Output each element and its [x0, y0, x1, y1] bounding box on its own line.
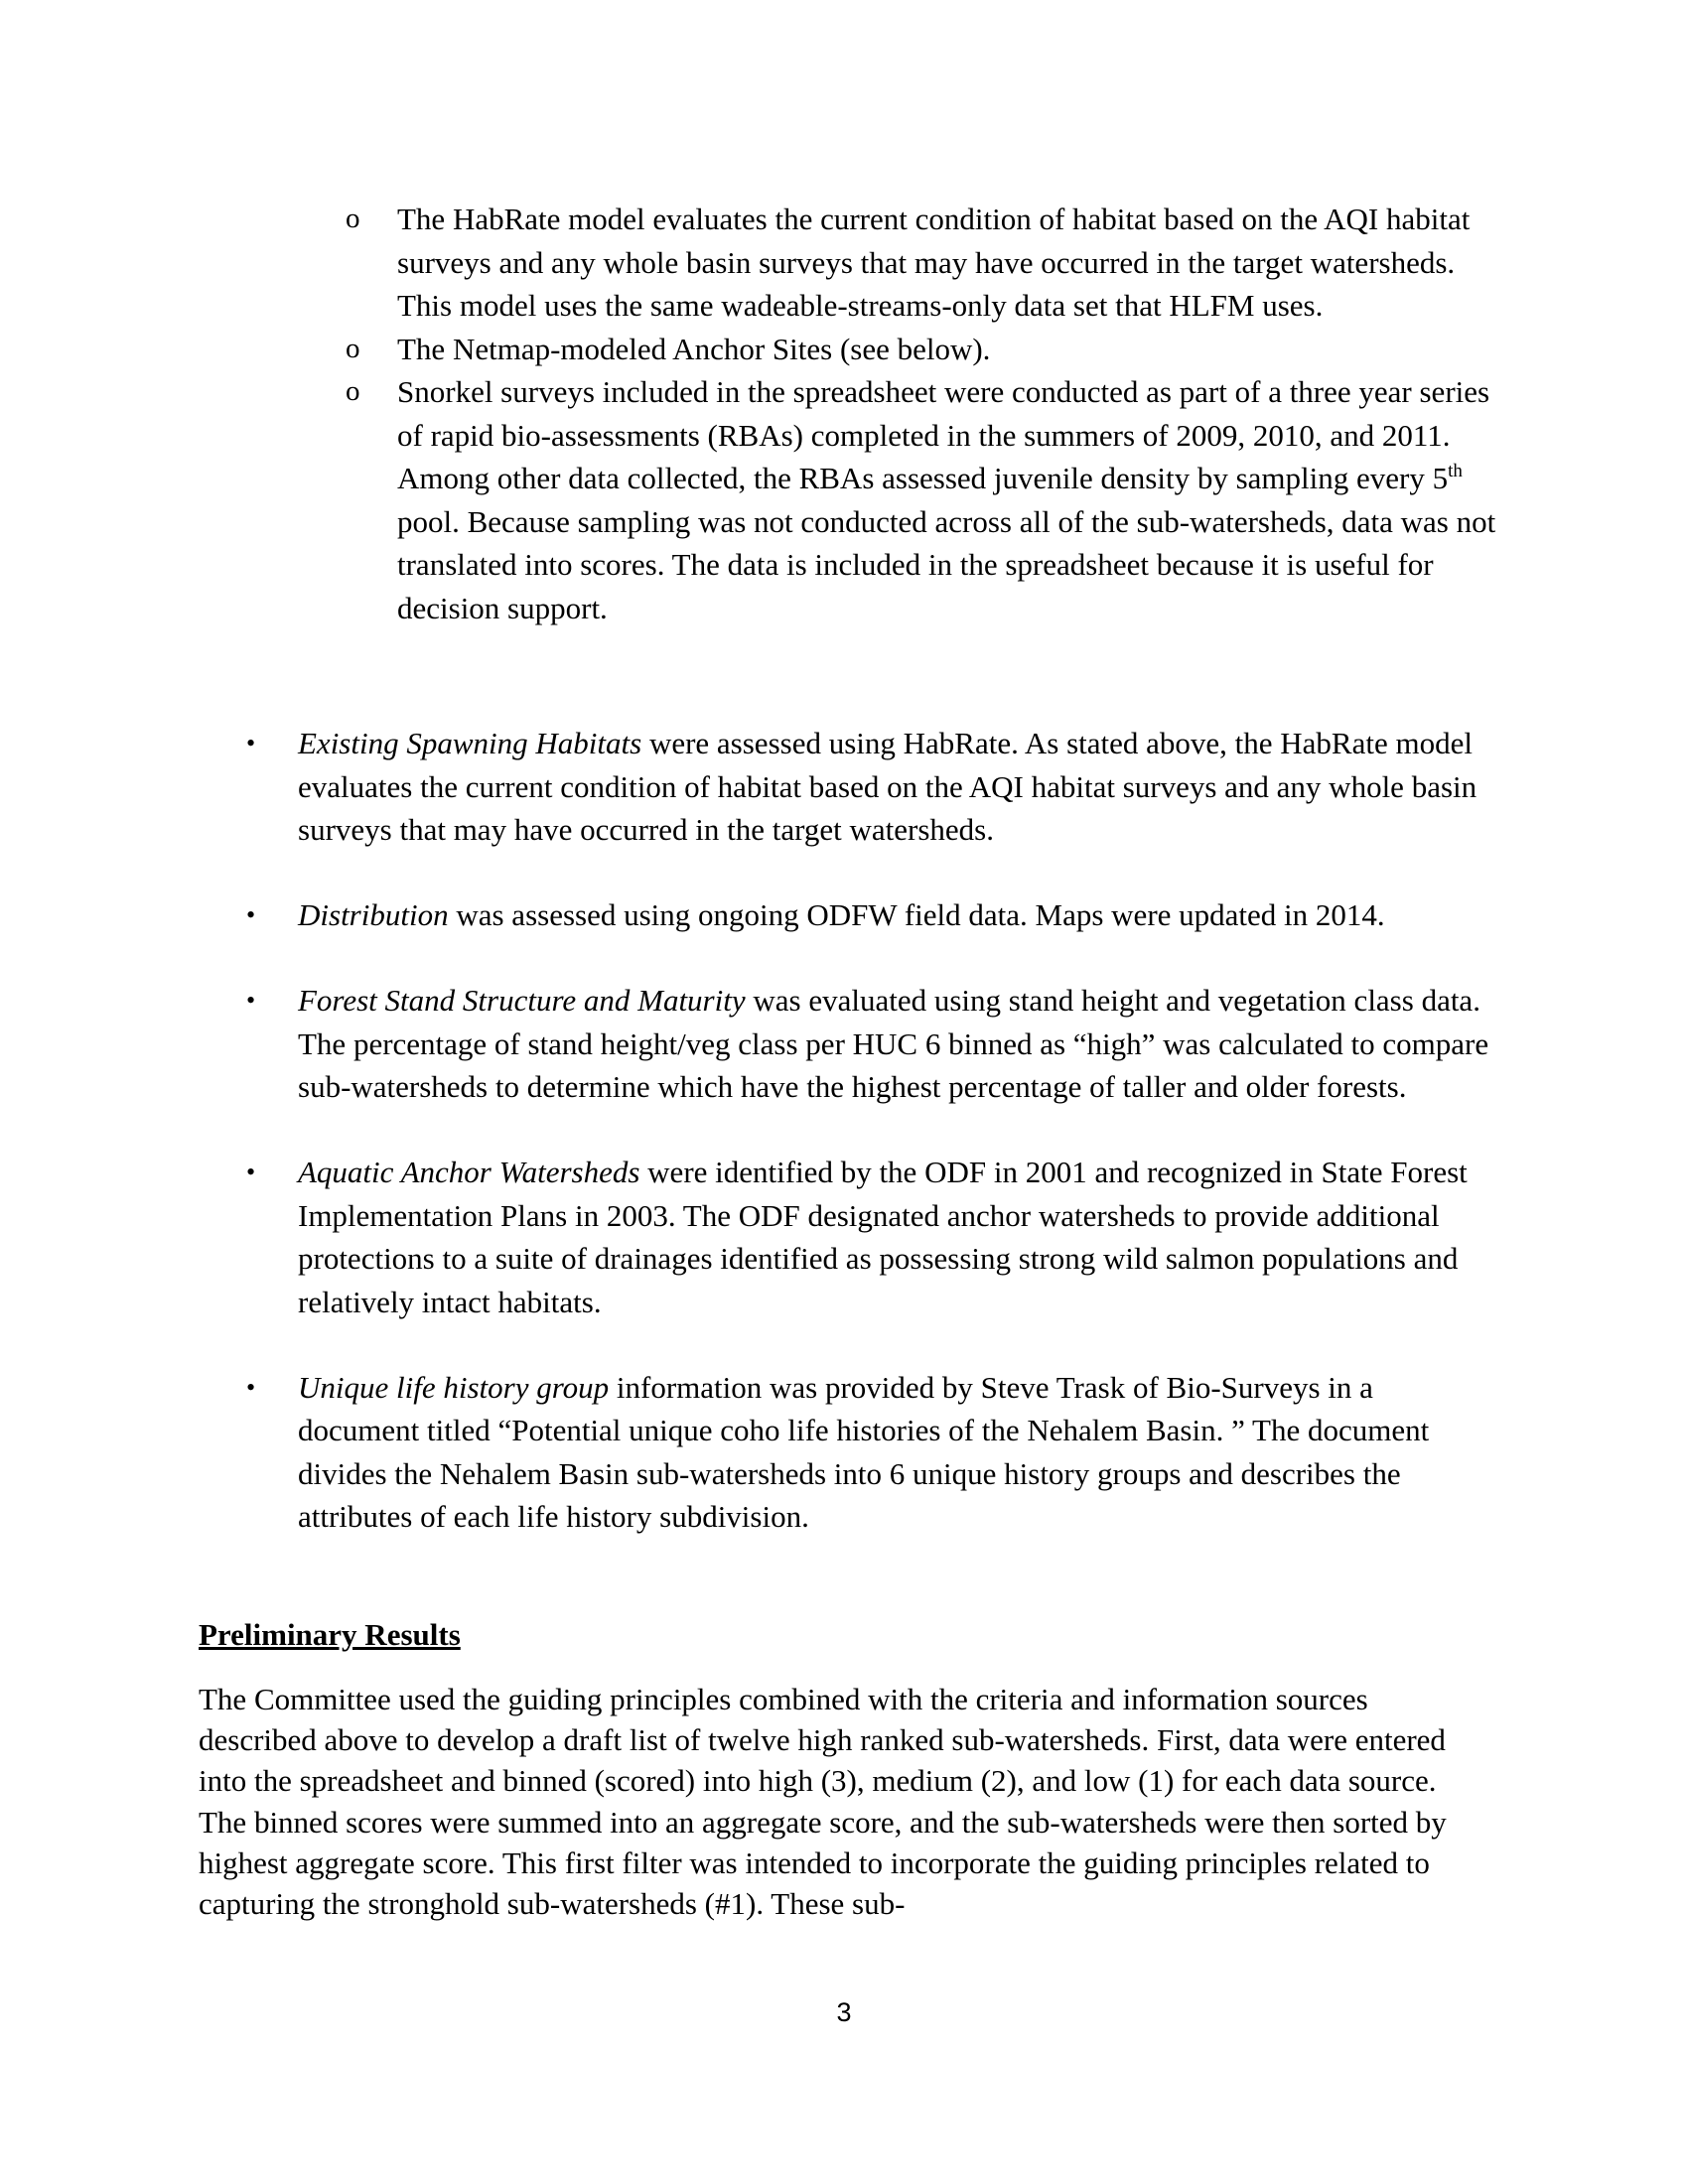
- bullet-marker: •: [246, 1372, 256, 1402]
- sub-bullet-text-b: pool. Because sampling was not conducted across all of the sub-watersheds, data was not translated into scores. The data is included in the spreadsheet because it is useful for decision support.: [397, 503, 1496, 625]
- bullet-aquatic-anchor-watersheds: [246, 1151, 1497, 1323]
- sub-bullet-text: The Netmap-modeled Anchor Sites (see below).: [397, 331, 991, 366]
- bullet-term: Existing Spawning Habitats: [298, 726, 642, 760]
- sub-bullet-text: The HabRate model evaluates the current condition of habitat based on the AQI habitat surveys and any whole basin surveys that may have occurred in the target watersheds. This model uses the same wadeable-streams-only data set that HLFM uses.: [397, 202, 1471, 323]
- bullet-marker: •: [246, 900, 256, 929]
- bullet-text: was evaluated using stand height and vegetation class data. The percentage of stand height/veg class per HUC 6 binned as “high” was calculated to compare sub-watersheds to determine which have the highest percentage of taller and older forests.: [298, 983, 1489, 1104]
- ordinal-suffix: th: [1448, 461, 1463, 481]
- bullet-text: were identified by the ODF in 2001 and recognized in State Forest Implementation Plans in 2003. The ODF designated anchor watersheds to provide additional protections to a suite of drainages identified as possessing strong wild salmon populations and relatively intact habitats.: [298, 1155, 1468, 1319]
- bullet-text: were assessed using HabRate. As stated above, the HabRate model evaluates the current condition of habitat based on the AQI habitat surveys and any whole basin surveys that may have occurred in the target watersheds.: [298, 726, 1477, 847]
- bullet-existing-spawning-habitats: [246, 722, 1497, 852]
- bullet-marker: •: [246, 1158, 256, 1186]
- sub-bullet-text-a: Snorkel surveys included in the spreadsheet were conducted as part of a three year series of rapid bio-assessments (RBAs) completed in the summers of 2009, 2010, and 2011. Among other data collected, the RBAs assessed juvenile density by sampling every 5: [397, 374, 1490, 495]
- bullet-marker: •: [246, 729, 256, 757]
- bullet-distribution: [246, 893, 1497, 937]
- bullet-term: Unique life history group: [298, 1369, 610, 1405]
- bullet-term: Forest Stand Structure and Maturity: [298, 983, 746, 1018]
- bullet-unique-life-history-group: [246, 1366, 1497, 1539]
- results-paragraph: The Committee used the guiding principles combined with the criteria and information sources described above to develop a draft list of twelve high ranked sub-watersheds. First, data were entered into the spreadsheet and binned (scored) into high (3), medium (2), and low (1) for each data source. The binned scores were summed into an aggregate score, and the sub-watersheds were then sorted by highest aggregate score. This first filter was intended to incorporate the guiding principles related to capturing the stronghold sub-watersheds (#1). These sub-: [199, 1682, 1447, 1922]
- bullet-list: [246, 722, 1497, 1580]
- bullet-marker: •: [246, 986, 256, 1015]
- bullet-term: Distribution: [298, 897, 449, 932]
- sub-bullet-marker: o: [346, 203, 360, 234]
- sub-bullet-snorkel: [346, 370, 1497, 629]
- sub-bullet-list: [346, 198, 1497, 629]
- section-heading: Preliminary Results: [199, 1617, 461, 1652]
- bullet-text: information was provided by Steve Trask of Bio-Surveys in a document titled “Potential unique coho life histories of the Nehalem Basin. ” The document divides the Nehalem Basin sub-watersheds into 6 unique history groups and describes the attributes of each life history subdivision.: [298, 1369, 1430, 1534]
- bullet-forest-stand-structure: [246, 979, 1497, 1109]
- sub-bullet-marker: o: [346, 375, 360, 407]
- sub-bullet-marker: o: [346, 332, 360, 364]
- sub-bullet-netmap: [346, 328, 1497, 371]
- sub-bullet-habrate: [346, 198, 1497, 328]
- bullet-term: Aquatic Anchor Watersheds: [298, 1155, 640, 1189]
- page-number: 3: [836, 1997, 852, 2027]
- bullet-text: was assessed using ongoing ODFW field data. Maps were updated in 2014.: [448, 897, 1385, 932]
